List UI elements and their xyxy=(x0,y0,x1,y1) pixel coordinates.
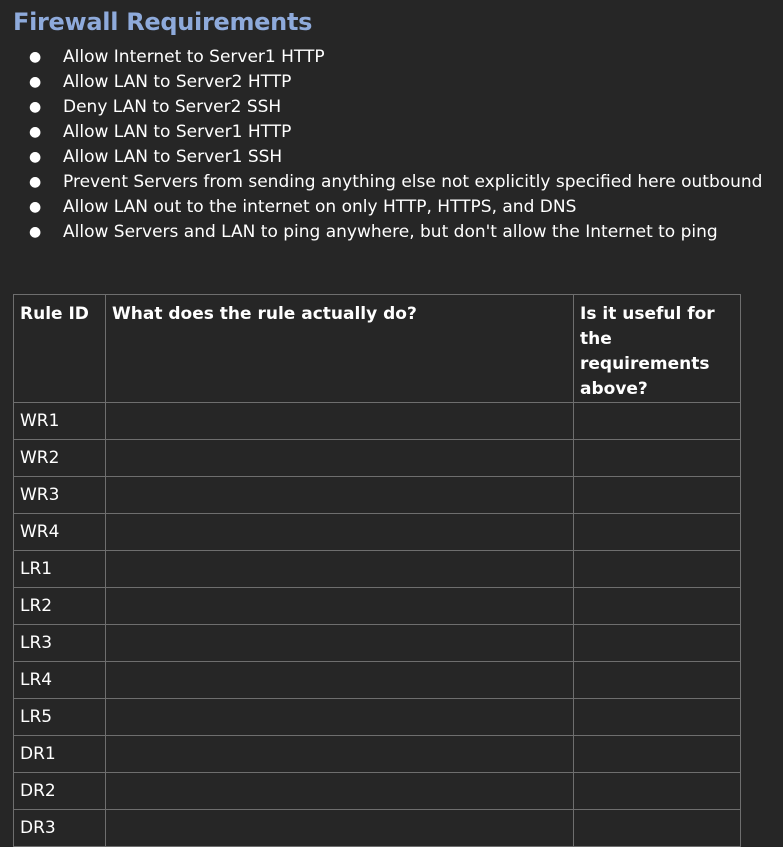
requirement-text: Allow LAN to Server2 HTTP xyxy=(63,72,292,92)
table-row xyxy=(14,699,741,736)
page-title: Firewall Requirements xyxy=(13,8,313,36)
rule-id-cell: LR5 xyxy=(14,699,106,736)
rules-table xyxy=(13,294,741,847)
rule-useful-cell[interactable] xyxy=(574,440,741,477)
bullet-icon: ● xyxy=(29,224,42,240)
rule-id-cell: WR1 xyxy=(14,403,106,440)
rule-does-cell[interactable] xyxy=(106,588,574,625)
rule-does-cell[interactable] xyxy=(106,625,574,662)
list-item xyxy=(0,45,762,70)
list-item xyxy=(0,70,762,95)
bullet-icon: ● xyxy=(29,49,42,65)
requirement-text: Allow LAN to Server1 HTTP xyxy=(63,122,292,142)
bullet-icon: ● xyxy=(29,124,42,140)
table-row xyxy=(14,551,741,588)
bullet-icon: ● xyxy=(29,199,42,215)
bullet-icon: ● xyxy=(29,99,42,115)
table-row xyxy=(14,440,741,477)
table-row xyxy=(14,773,741,810)
header-is-useful: Is it useful for the requirements above? xyxy=(574,295,741,403)
rule-useful-cell[interactable] xyxy=(574,736,741,773)
rule-does-cell[interactable] xyxy=(106,514,574,551)
rule-does-cell[interactable] xyxy=(106,773,574,810)
rule-does-cell[interactable] xyxy=(106,403,574,440)
table-row xyxy=(14,403,741,440)
rule-does-cell[interactable] xyxy=(106,551,574,588)
rule-id-cell: LR3 xyxy=(14,625,106,662)
table-row xyxy=(14,514,741,551)
list-item xyxy=(0,95,762,120)
requirement-text: Deny LAN to Server2 SSH xyxy=(63,97,282,117)
rule-id-cell: LR2 xyxy=(14,588,106,625)
rule-id-cell: LR1 xyxy=(14,551,106,588)
rule-useful-cell[interactable] xyxy=(574,551,741,588)
requirement-text: Allow LAN out to the internet on only HTTP, HTTPS, and DNS xyxy=(63,197,577,217)
rule-does-cell[interactable] xyxy=(106,699,574,736)
rule-does-cell[interactable] xyxy=(106,477,574,514)
list-item xyxy=(0,145,762,170)
rule-id-cell: LR4 xyxy=(14,662,106,699)
list-item xyxy=(0,195,762,220)
rule-useful-cell[interactable] xyxy=(574,403,741,440)
table-header-row xyxy=(14,295,741,403)
requirement-text: Prevent Servers from sending anything else not explicitly specified here outbound xyxy=(63,172,763,192)
rule-does-cell[interactable] xyxy=(106,662,574,699)
table-row xyxy=(14,810,741,847)
requirement-text: Allow Internet to Server1 HTTP xyxy=(63,47,325,67)
rule-does-cell[interactable] xyxy=(106,736,574,773)
rule-id-cell: DR1 xyxy=(14,736,106,773)
rule-id-cell: DR3 xyxy=(14,810,106,847)
rule-useful-cell[interactable] xyxy=(574,588,741,625)
rule-useful-cell[interactable] xyxy=(574,662,741,699)
rule-useful-cell[interactable] xyxy=(574,477,741,514)
table-row xyxy=(14,477,741,514)
rule-id-cell: WR2 xyxy=(14,440,106,477)
rule-useful-cell[interactable] xyxy=(574,625,741,662)
table-row xyxy=(14,736,741,773)
rule-useful-cell[interactable] xyxy=(574,514,741,551)
table-row xyxy=(14,662,741,699)
table-row xyxy=(14,625,741,662)
list-item xyxy=(0,120,762,145)
list-item xyxy=(0,170,762,195)
list-item xyxy=(0,220,762,245)
rule-useful-cell[interactable] xyxy=(574,773,741,810)
header-rule-id: Rule ID xyxy=(14,295,106,403)
requirements-list xyxy=(0,45,762,245)
requirement-text: Allow Servers and LAN to ping anywhere, but don't allow the Internet to ping xyxy=(63,222,718,242)
bullet-icon: ● xyxy=(29,149,42,165)
rule-useful-cell[interactable] xyxy=(574,699,741,736)
bullet-icon: ● xyxy=(29,174,42,190)
rule-id-cell: DR2 xyxy=(14,773,106,810)
bullet-icon: ● xyxy=(29,74,42,90)
rule-useful-cell[interactable] xyxy=(574,810,741,847)
table-row xyxy=(14,588,741,625)
requirement-text: Allow LAN to Server1 SSH xyxy=(63,147,283,167)
rule-id-cell: WR3 xyxy=(14,477,106,514)
rule-id-cell: WR4 xyxy=(14,514,106,551)
rule-does-cell[interactable] xyxy=(106,810,574,847)
header-what-does: What does the rule actually do? xyxy=(106,295,574,403)
rule-does-cell[interactable] xyxy=(106,440,574,477)
